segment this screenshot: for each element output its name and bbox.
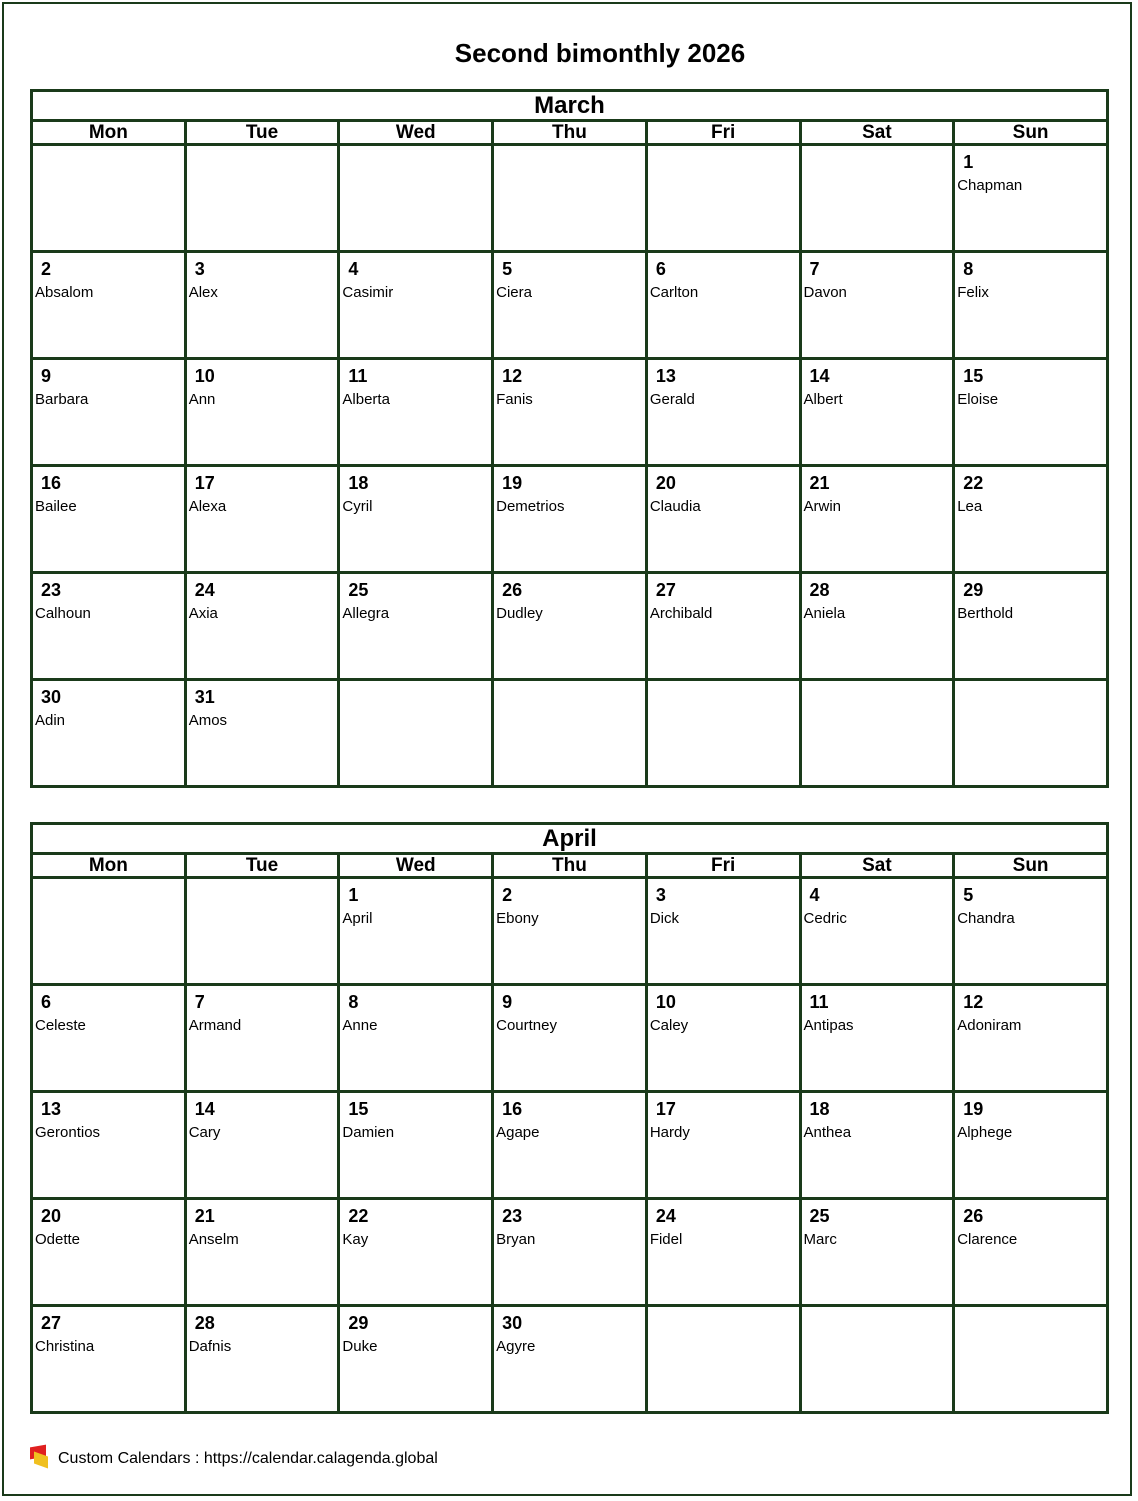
day-cell <box>339 359 493 466</box>
name-day: Dafnis <box>188 1338 232 1355</box>
name-day: Amos <box>188 712 228 729</box>
name-day: Berthold <box>957 605 1014 622</box>
day-cell <box>800 573 954 680</box>
day-number: 5 <box>502 259 513 279</box>
name-day: Aniela <box>803 605 846 622</box>
day-cell <box>339 1306 493 1413</box>
day-number: 5 <box>963 885 974 905</box>
day-number: 9 <box>502 992 513 1012</box>
day-number: 22 <box>348 1206 369 1226</box>
day-number: 25 <box>809 1206 830 1226</box>
day-number: 16 <box>41 473 62 493</box>
week-row <box>32 252 1108 359</box>
day-cell <box>646 466 800 573</box>
day-number: 6 <box>41 992 52 1012</box>
name-day: Fidel <box>649 1231 683 1248</box>
week-row <box>32 145 1108 252</box>
name-day: Anselm <box>188 1231 239 1248</box>
empty-cell <box>493 680 647 787</box>
day-number: 18 <box>348 473 369 493</box>
day-number: 11 <box>809 992 829 1012</box>
name-day: Ann <box>188 391 216 408</box>
day-number: 22 <box>963 473 984 493</box>
name-day: Caley <box>649 1017 689 1034</box>
day-cell <box>954 1092 1108 1199</box>
day-cell <box>493 1199 647 1306</box>
name-day: Bailee <box>35 498 77 515</box>
day-cell <box>32 573 186 680</box>
empty-cell <box>185 878 339 985</box>
day-cell <box>185 680 339 787</box>
name-day: Alex <box>188 284 218 301</box>
day-number: 16 <box>502 1099 523 1119</box>
day-cell <box>32 985 186 1092</box>
day-number: 29 <box>963 580 984 600</box>
day-cell <box>954 252 1108 359</box>
name-day: Eloise <box>957 391 999 408</box>
day-number: 12 <box>963 992 984 1012</box>
day-cell <box>339 573 493 680</box>
day-number: 8 <box>963 259 974 279</box>
day-cell <box>646 985 800 1092</box>
name-day: Kay <box>342 1231 369 1248</box>
day-number: 4 <box>348 259 359 279</box>
name-day: Ciera <box>496 284 532 301</box>
day-number: 26 <box>963 1206 984 1226</box>
day-cell <box>493 1306 647 1413</box>
day-number: 9 <box>41 366 52 386</box>
day-cell <box>32 680 186 787</box>
day-cell <box>646 1092 800 1199</box>
weekday-header: Tue <box>185 854 339 878</box>
week-row <box>32 1306 1108 1413</box>
day-cell <box>185 1199 339 1306</box>
name-day: Clarence <box>957 1231 1018 1248</box>
footer <box>30 1446 438 1468</box>
name-day: Christina <box>35 1338 95 1355</box>
day-number: 2 <box>502 885 513 905</box>
name-day: Damien <box>342 1124 395 1141</box>
name-day: Gerontios <box>35 1124 101 1141</box>
empty-cell <box>954 680 1108 787</box>
day-number: 29 <box>348 1313 369 1333</box>
weekday-header: Thu <box>493 121 647 145</box>
day-number: 8 <box>348 992 359 1012</box>
day-number: 7 <box>809 259 820 279</box>
day-cell <box>800 1092 954 1199</box>
day-number: 2 <box>41 259 52 279</box>
name-day: Dick <box>649 910 679 927</box>
name-day: Demetrios <box>496 498 565 515</box>
empty-cell <box>800 1306 954 1413</box>
day-cell <box>493 466 647 573</box>
day-number: 21 <box>809 473 830 493</box>
day-number: 24 <box>655 1206 676 1226</box>
day-cell <box>32 1199 186 1306</box>
name-day: Claudia <box>649 498 701 515</box>
name-day: Alexa <box>188 498 227 515</box>
day-cell <box>339 252 493 359</box>
name-day: Barbara <box>35 391 89 408</box>
name-day: Albert <box>803 391 843 408</box>
empty-cell <box>646 1306 800 1413</box>
name-day: Archibald <box>649 605 713 622</box>
name-day: Davon <box>803 284 847 301</box>
empty-cell <box>339 145 493 252</box>
day-cell <box>339 1199 493 1306</box>
day-number: 25 <box>348 580 369 600</box>
day-cell <box>339 878 493 985</box>
day-cell <box>646 252 800 359</box>
day-cell <box>954 878 1108 985</box>
empty-cell <box>800 145 954 252</box>
week-row <box>32 1092 1108 1199</box>
day-number: 27 <box>655 580 676 600</box>
day-number: 17 <box>194 473 215 493</box>
page-title: Second bimonthly 2026 <box>454 38 746 68</box>
name-day: Armand <box>188 1017 242 1034</box>
day-cell <box>800 359 954 466</box>
day-number: 28 <box>194 1313 215 1333</box>
day-cell <box>32 1306 186 1413</box>
day-number: 20 <box>655 473 676 493</box>
name-day: Cary <box>188 1124 221 1141</box>
empty-cell <box>32 145 186 252</box>
week-row <box>32 1199 1108 1306</box>
day-number: 24 <box>194 580 215 600</box>
name-day: Celeste <box>35 1017 86 1034</box>
week-row <box>32 985 1108 1092</box>
name-day: Anthea <box>803 1124 852 1141</box>
day-cell <box>493 878 647 985</box>
day-number: 3 <box>655 885 666 905</box>
day-cell <box>185 1306 339 1413</box>
name-day: Duke <box>342 1338 378 1355</box>
weekday-header: Thu <box>493 854 647 878</box>
weekday-header: Sun <box>954 854 1108 878</box>
name-day: Adin <box>35 712 66 729</box>
day-cell <box>339 1092 493 1199</box>
day-number: 19 <box>502 473 523 493</box>
name-day: Carlton <box>649 284 699 301</box>
day-number: 21 <box>194 1206 215 1226</box>
week-row <box>32 680 1108 787</box>
day-number: 13 <box>655 366 676 386</box>
day-number: 1 <box>963 152 974 172</box>
day-number: 11 <box>348 366 368 386</box>
day-cell <box>185 252 339 359</box>
day-cell <box>185 466 339 573</box>
day-cell <box>493 252 647 359</box>
empty-cell <box>493 145 647 252</box>
footer-link[interactable]: Custom Calendars : https://calendar.calagenda.global <box>58 1450 438 1467</box>
day-cell <box>646 359 800 466</box>
day-number: 31 <box>194 687 215 707</box>
day-number: 1 <box>348 885 359 905</box>
calendar-april <box>30 822 1109 1414</box>
weekday-header: Wed <box>339 121 493 145</box>
day-cell <box>32 466 186 573</box>
day-cell <box>646 1199 800 1306</box>
week-row <box>32 359 1108 466</box>
empty-cell <box>800 680 954 787</box>
weekday-header: Wed <box>339 854 493 878</box>
weekday-header: Sat <box>800 854 954 878</box>
month-title: March <box>32 91 1108 121</box>
day-number: 14 <box>809 366 830 386</box>
day-cell <box>493 985 647 1092</box>
empty-cell <box>185 145 339 252</box>
day-cell <box>954 145 1108 252</box>
name-day: Casimir <box>342 284 394 301</box>
day-number: 13 <box>41 1099 62 1119</box>
name-day: Odette <box>35 1231 81 1248</box>
day-cell <box>339 466 493 573</box>
name-day: Chapman <box>957 177 1023 194</box>
day-number: 4 <box>809 885 820 905</box>
name-day: Gerald <box>649 391 695 408</box>
calendar-logo-icon <box>30 1446 52 1468</box>
day-cell <box>493 573 647 680</box>
name-day: Arwin <box>803 498 842 515</box>
day-cell <box>800 878 954 985</box>
month-title: April <box>32 824 1108 854</box>
day-number: 7 <box>194 992 205 1012</box>
day-cell <box>339 985 493 1092</box>
name-day: Ebony <box>496 910 539 927</box>
empty-cell <box>32 878 186 985</box>
day-number: 10 <box>194 366 215 386</box>
name-day: Alberta <box>342 391 390 408</box>
name-day: Lea <box>957 498 983 515</box>
name-day: Bryan <box>496 1231 536 1248</box>
day-number: 10 <box>655 992 676 1012</box>
empty-cell <box>339 680 493 787</box>
day-cell <box>493 359 647 466</box>
day-number: 19 <box>963 1099 984 1119</box>
day-number: 26 <box>502 580 523 600</box>
day-cell <box>954 573 1108 680</box>
day-cell <box>954 359 1108 466</box>
week-row <box>32 466 1108 573</box>
empty-cell <box>646 680 800 787</box>
name-day: Alphege <box>957 1124 1013 1141</box>
name-day: Felix <box>957 284 989 301</box>
day-number: 15 <box>348 1099 369 1119</box>
day-cell <box>800 466 954 573</box>
day-cell <box>646 573 800 680</box>
name-day: Cedric <box>803 910 847 927</box>
empty-cell <box>646 145 800 252</box>
name-day: Anne <box>342 1017 378 1034</box>
day-number: 23 <box>502 1206 523 1226</box>
day-number: 17 <box>655 1099 676 1119</box>
weekday-header: Tue <box>185 121 339 145</box>
day-number: 14 <box>194 1099 215 1119</box>
name-day: Allegra <box>342 605 390 622</box>
empty-cell <box>954 1306 1108 1413</box>
name-day: Agape <box>496 1124 540 1141</box>
day-cell <box>800 985 954 1092</box>
name-day: Adoniram <box>957 1017 1022 1034</box>
day-cell <box>185 1092 339 1199</box>
day-number: 20 <box>41 1206 62 1226</box>
name-day: Hardy <box>649 1124 690 1141</box>
day-cell <box>185 985 339 1092</box>
name-day: Absalom <box>35 284 94 301</box>
day-number: 28 <box>809 580 830 600</box>
day-cell <box>493 1092 647 1199</box>
day-number: 18 <box>809 1099 830 1119</box>
week-row <box>32 573 1108 680</box>
day-number: 6 <box>655 259 666 279</box>
day-number: 30 <box>41 687 62 707</box>
day-cell <box>800 1199 954 1306</box>
name-day: April <box>342 910 373 927</box>
day-cell <box>32 359 186 466</box>
day-cell <box>32 1092 186 1199</box>
weekday-header: Sat <box>800 121 954 145</box>
calendar-march <box>30 89 1109 788</box>
weekday-header: Mon <box>32 854 186 878</box>
name-day: Axia <box>188 605 218 622</box>
name-day: Marc <box>803 1231 837 1248</box>
day-number: 15 <box>963 366 984 386</box>
day-cell <box>185 359 339 466</box>
name-day: Cyril <box>342 498 373 515</box>
day-number: 3 <box>194 259 205 279</box>
weekday-header: Fri <box>646 854 800 878</box>
weekday-header: Fri <box>646 121 800 145</box>
name-day: Chandra <box>957 910 1015 927</box>
name-day: Fanis <box>496 391 533 408</box>
day-number: 23 <box>41 580 62 600</box>
day-cell <box>646 878 800 985</box>
name-day: Dudley <box>496 605 543 622</box>
day-cell <box>954 985 1108 1092</box>
weekday-header: Mon <box>32 121 186 145</box>
name-day: Antipas <box>803 1017 854 1034</box>
day-number: 27 <box>41 1313 62 1333</box>
day-cell <box>954 466 1108 573</box>
name-day: Courtney <box>496 1017 557 1034</box>
name-day: Agyre <box>496 1338 536 1355</box>
day-cell <box>32 252 186 359</box>
day-cell <box>800 252 954 359</box>
day-number: 30 <box>502 1313 523 1333</box>
day-cell <box>185 573 339 680</box>
weekday-header: Sun <box>954 121 1108 145</box>
name-day: Calhoun <box>35 605 91 622</box>
day-cell <box>954 1199 1108 1306</box>
day-number: 12 <box>502 366 523 386</box>
week-row <box>32 878 1108 985</box>
